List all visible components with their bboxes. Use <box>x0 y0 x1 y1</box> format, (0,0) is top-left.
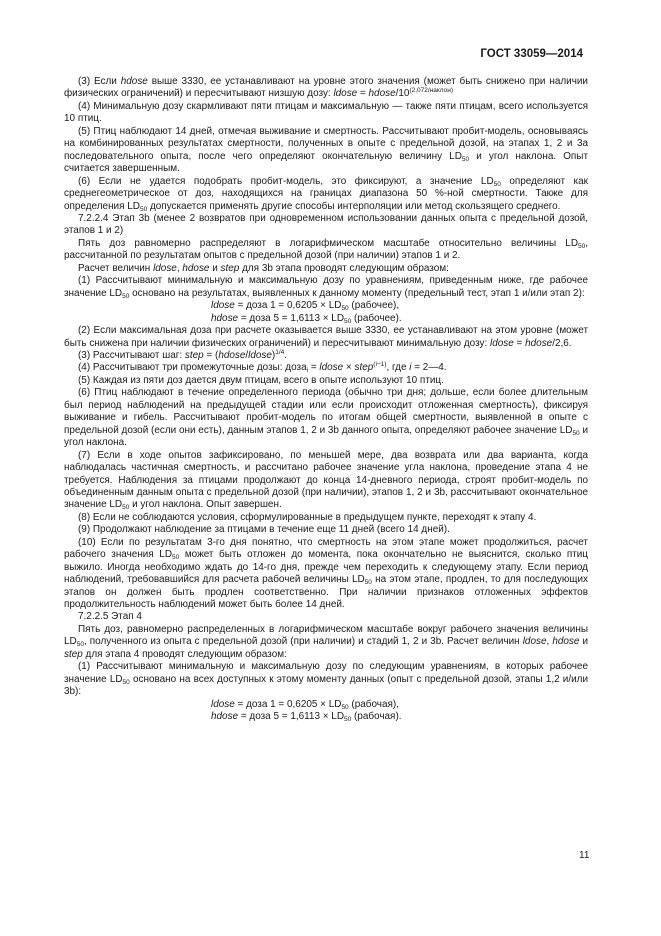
page-number: 11 <box>579 850 590 861</box>
paragraph-3b-step-4: (4) Рассчитывают три промежуточные дозы: доза$_i$ = ldose × step$^{(i-1)}$, где i = 2—4. <box>78 361 447 375</box>
paragraph-3b-step-6: (6) Птиц наблюдают в течение определенного периода (обычно три дня; дольше, если более длительным был период наблюдений на предыдущей стадии или если происходит отложенная смертность), фиксируя выживание и гибель. Рассчитывают пробит-модель по итогам общей смертности, выявленной в опыте с предельной дозой (если они есть), данным этапов 1, 2 и 3b данного опыта, определяют рабочее значение $LD_{50}$ и угол наклона. <box>64 387 588 449</box>
paragraph-3b-step-1: (1) Рассчитывают минимальную и максимальную дозу по уравнениям, приведенным ниже, где рабочее значение $LD_{50}$ основано на результатах, выявленных к данному моменту (предельный тест, этап 1 и/или этап 2): <box>64 275 588 300</box>
paragraph-five-doses-3b: Пять доз равномерно распределяют в логарифмическом масштабе относительно величины $LD_{50}$, рассчитанной по результатам опытов с предельной дозой (при наличии) этапов 1 и 2. <box>64 237 588 262</box>
paragraph-five-doses-4: Пять доз, равномерно распределенных в логарифмическом масштабе вокруг рабочего значения величины $LD_{50}$, полученного из опыта с предельной дозой (при наличии) и стадий 1, 2 и 3b. Расчет величин ldose, hdose и step для этапа 4 проводят следующим образом: <box>64 623 589 660</box>
paragraph-calc-3b-intro: Расчет величин ldose, hdose и step для 3b этапа проводят следующим образом: <box>78 262 449 274</box>
paragraph-4-min-dose: (4) Минимальную дозу скармливают пяти птицам и максимальную — также пяти птицам, всего используется 10 птиц. <box>64 100 588 125</box>
paragraph-3b-step-8: (8) Если не соблюдаются условия, сформулированные в предыдущем пункте, переходят к этапу 4. <box>78 511 537 523</box>
equation-hdose-4: hdose = доза $5 = 1,6113 \times LD_{50}$ (рабочая). <box>211 711 402 724</box>
standard-id-header: ГОСТ 33059—2014 <box>480 48 583 60</box>
equation-ldose-3b: ldose = доза $1 = 0,6205 \times LD_{50}$ (рабочее), <box>211 300 400 313</box>
paragraph-3-hdose-cap: (3) Если hdose выше 3330, ее устанавливают на уровне этого значения (может быть снижено при наличии физических ограничений) и пересчитывают низшую дозу: ldose = hdose/$10^{(2,072/наклон)}$ <box>64 76 588 100</box>
paragraph-3b-step-9: (9) Продолжают наблюдение за птицами в течение еще 11 дней (всего 14 дней). <box>78 524 450 536</box>
paragraph-3b-step-5: (5) Каждая из пяти доз дается двум птицам, всего в опыте используют 10 птиц. <box>78 374 444 386</box>
section-7-2-2-5-heading: 7.2.2.5 Этап 4 <box>78 611 142 623</box>
paragraph-5-observation: (5) Птиц наблюдают 14 дней, отмечая выживание и смертность. Рассчитывают пробит-модель, основываясь на комбинированных результатах смертности, полученных в опыте с предельной дозой, на этапах 1, 2 и 3а последовательного опыта, после чего определяют окончательную величину $LD_{50}$ и угол наклона. Опыт считается завершенным. <box>64 125 588 175</box>
equation-ldose-4: ldose = доза $1 = 0,6205 \times LD_{50}$ (рабочая), <box>211 698 399 711</box>
section-7-2-2-4-heading: 7.2.2.4 Этап 3b (менее 2 возвратов при одновременном использовании данных опыта с предельной дозой, этапов 1 и 2) <box>64 212 588 237</box>
paragraph-6-no-probit: (6) Если не удается подобрать пробит-модель, это фиксируют, а значение $LD_{50}$ определяют как среднегеометрическое от доз, находящихся на границах диапазона 50 %-ной смертности. Также для определения $LD_{50}$ допускается применять другие способы интерполяции или метод скользящего среднего. <box>64 175 588 213</box>
paragraph-3b-step-3: (3) Рассчитывают шаг: step = (hdose/ldose)$^{1/4}$. <box>78 348 288 361</box>
paragraph-3b-step-10: (10) Если по результатам 3-го дня понятно, что смертность на этом этапе может продолжиться, расчет рабочего значения $LD_{50}$ может быть отложен до момента, пока окончательно не выяснится, сколько птиц выжило. Иногда необходимо ждать до 14-го дня, прежде чем переходить к следующему этапу. Если период наблюдений, требовавшийся для расчета рабочей величины $LD_{50}$ на этом этапе, продлен, то для последующих этапов он должен быть продлен соответственно. При наличии признаков отложенных эффектов продолжительность наблюдений может быть более 14 дней. <box>64 536 588 611</box>
paragraph-4-step-1: (1) Рассчитывают минимальную и максимальную дозу по следующим уравнениям, в которых рабочее значение $LD_{50}$ основано на всех доступных к этому моменту данных (опыт с предельной дозой, этапы 1,2 и/или 3b): <box>64 661 589 698</box>
paragraph-3b-step-7: (7) Если в ходе опытов зафиксировано, по меньшей мере, два возврата или два варианта, когда наблюдалась частичная смертность, и рассчитано рабочее значение угла наклона, проведение этапа 4 не требуется. Наблюдения за птицами продолжают до конца 14-дневного периода, строят пробит-модель по объединенным данным опыта с предельной дозой (при наличии), этапов 1, 2 и 3b, рассчитывают окончательное значение $LD_{50}$ и угол наклона. Опыт завершен. <box>64 449 588 512</box>
document-body <box>64 76 588 724</box>
equation-hdose-3b: hdose = доза $5 = 1,6113 \times LD_{50}$ (рабочее). <box>211 312 402 325</box>
paragraph-3b-step-2: (2) Если максимальная доза при расчете оказывается выше 3330, ее устанавливают на этом уровне (может быть снижена при наличии физических ограничений) и пересчитывают минимальную дозу: ldose = hdose/2,6. <box>64 325 588 349</box>
